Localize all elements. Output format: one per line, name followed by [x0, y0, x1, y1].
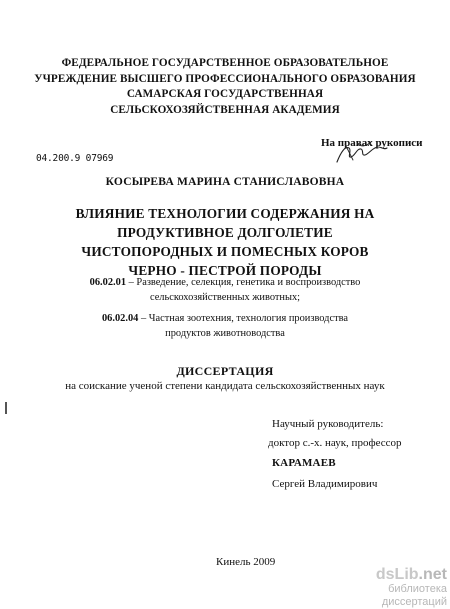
- specialty-text: – Разведение, селекция, генетика и воспроизводство: [126, 277, 361, 288]
- degree-line: на соискание ученой степени кандидата сельскохозяйственных наук: [65, 380, 385, 392]
- title-line: ВЛИЯНИЕ ТЕХНОЛОГИИ СОДЕРЖАНИЯ НА: [75, 206, 375, 221]
- institution-line: ФЕДЕРАЛЬНОЕ ГОСУДАРСТВЕННОЕ ОБРАЗОВАТЕЛЬНОЕ: [61, 57, 389, 69]
- watermark-logo-tld: .net: [418, 566, 447, 583]
- specialty-line: продуктов животноводства: [165, 328, 285, 339]
- document-type: ДИССЕРТАЦИЯ: [176, 364, 274, 378]
- handwritten-signature: [331, 138, 391, 166]
- specialty-1: [0, 275, 450, 305]
- supervisor-title: доктор с.-х. наук, профессор: [268, 437, 402, 449]
- author-name: КОСЫРЕВА МАРИНА СТАНИСЛАВОВНА: [105, 176, 345, 188]
- title-line: ЧИСТОПОРОДНЫХ И ПОМЕСНЫХ КОРОВ: [81, 244, 369, 259]
- watermark-logo: [327, 566, 450, 583]
- specialty-line: [0, 275, 450, 290]
- place-year: Кинель 2009: [216, 556, 276, 568]
- dissertation-title: [0, 204, 450, 280]
- title-line: ЧЕРНО - ПЕСТРОЙ ПОРОДЫ: [128, 263, 322, 278]
- watermark-logo-main: dsLib: [375, 566, 419, 583]
- title-line: ПРОДУКТИВНОЕ ДОЛГОЛЕТИЕ: [117, 225, 333, 240]
- institution-line: СЕЛЬСКОХОЗЯЙСТВЕННАЯ АКАДЕМИЯ: [110, 103, 340, 116]
- archive-number: 04.200.9 07969: [36, 153, 114, 164]
- specialty-2: [0, 311, 450, 341]
- institution-line: УЧРЕЖДЕНИЕ ВЫСШЕГО ПРОФЕССИОНАЛЬНОГО ОБРАЗОВАНИЯ: [34, 72, 416, 85]
- supervisor-name: Сергей Владимирович: [272, 478, 378, 490]
- scan-mark: [5, 402, 7, 414]
- supervisor-surname: КАРАМАЕВ: [272, 457, 336, 469]
- specialty-line: сельскохозяйственных животных;: [149, 292, 301, 303]
- specialty-line: [0, 311, 450, 326]
- specialty-code: 06.02.01: [89, 277, 127, 288]
- specialty-code: 06.02.04: [101, 313, 139, 324]
- manuscript-rights-note: На правах рукописи: [321, 137, 423, 149]
- institution-line: САМАРСКАЯ ГОСУДАРСТВЕННАЯ: [126, 88, 324, 100]
- library-watermark[interactable]: [327, 566, 450, 606]
- specialty-text: – Частная зоотехния, технология производства: [138, 313, 348, 324]
- watermark-subtitle: библиотека диссертаций: [381, 583, 447, 608]
- supervisor-label: Научный руководитель:: [272, 418, 384, 430]
- institution-name: [0, 56, 450, 118]
